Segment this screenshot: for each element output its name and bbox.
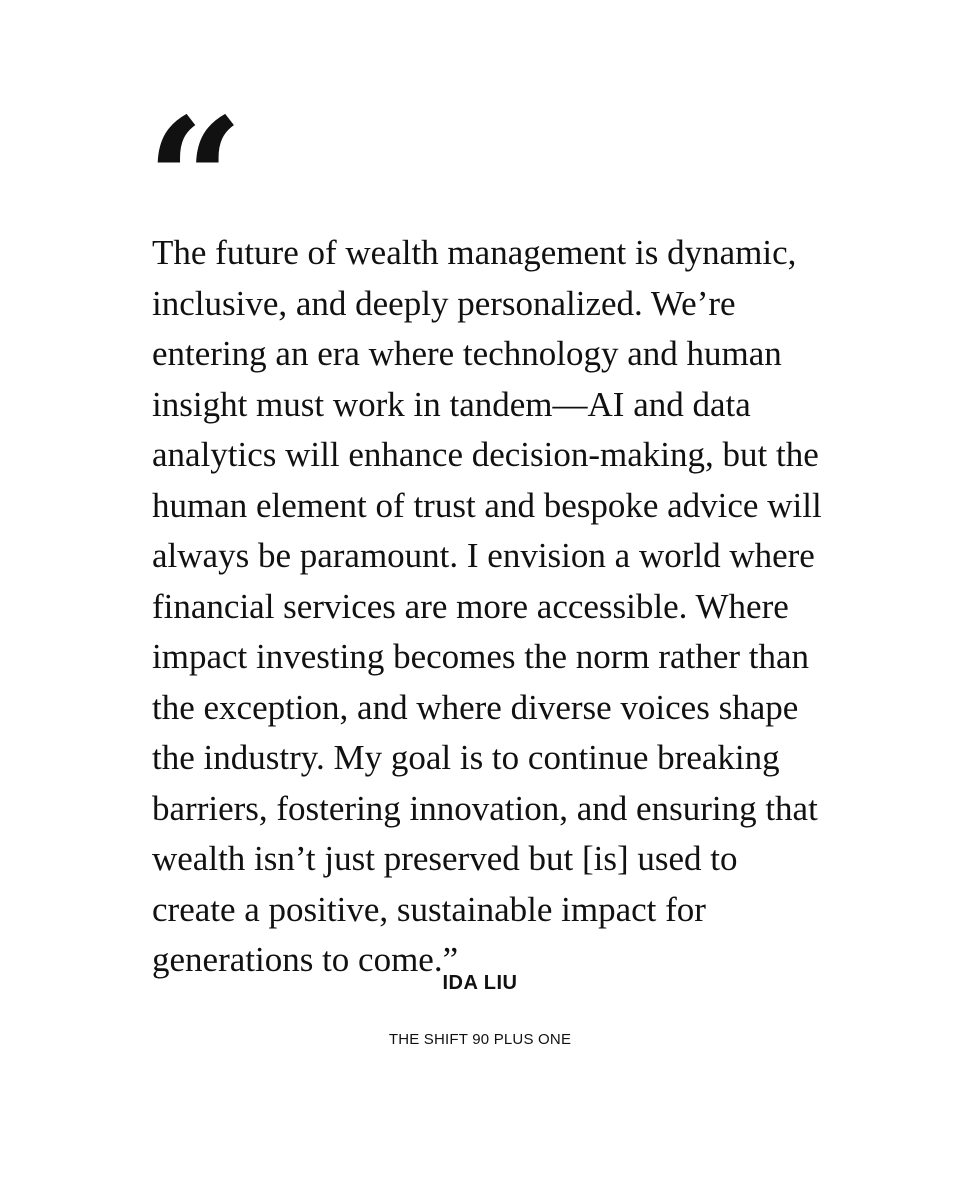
quote-line: the industry. My goal is to continue breaking: [152, 738, 780, 777]
quote-line: create a positive, sustainable impact for: [152, 889, 706, 929]
opening-quote-mark: “: [146, 81, 238, 281]
quote-line: insight must work in tandem—AI and data: [152, 384, 751, 424]
quote-line: barriers, fostering innovation, and ensuring that: [152, 788, 818, 828]
quote-line: entering an era where technology and human: [152, 334, 782, 373]
quote-line: The future of wealth management is dynamic,: [152, 233, 797, 272]
quote-line: analytics will enhance decision-making, but the: [152, 435, 819, 474]
quote-line: always be paramount. I envision a world where: [152, 536, 815, 575]
quote-line: wealth isn’t just preserved but [is] used to: [152, 839, 738, 878]
quote-text: [152, 228, 852, 986]
quote-line: impact investing becomes the norm rather than: [152, 637, 810, 676]
quote-line: generations to come.”: [152, 940, 459, 979]
quote-line: human element of trust and bespoke advice will: [152, 485, 822, 525]
quote-line: financial services are more accessible. Where: [152, 586, 789, 626]
quote-line: the exception, and where diverse voices shape: [152, 687, 799, 727]
author-name: IDA LIU: [442, 972, 518, 994]
source-publication: THE SHIFT 90 PLUS ONE: [388, 1031, 572, 1048]
quote-line: inclusive, and deeply personalized. We’re: [152, 283, 736, 323]
